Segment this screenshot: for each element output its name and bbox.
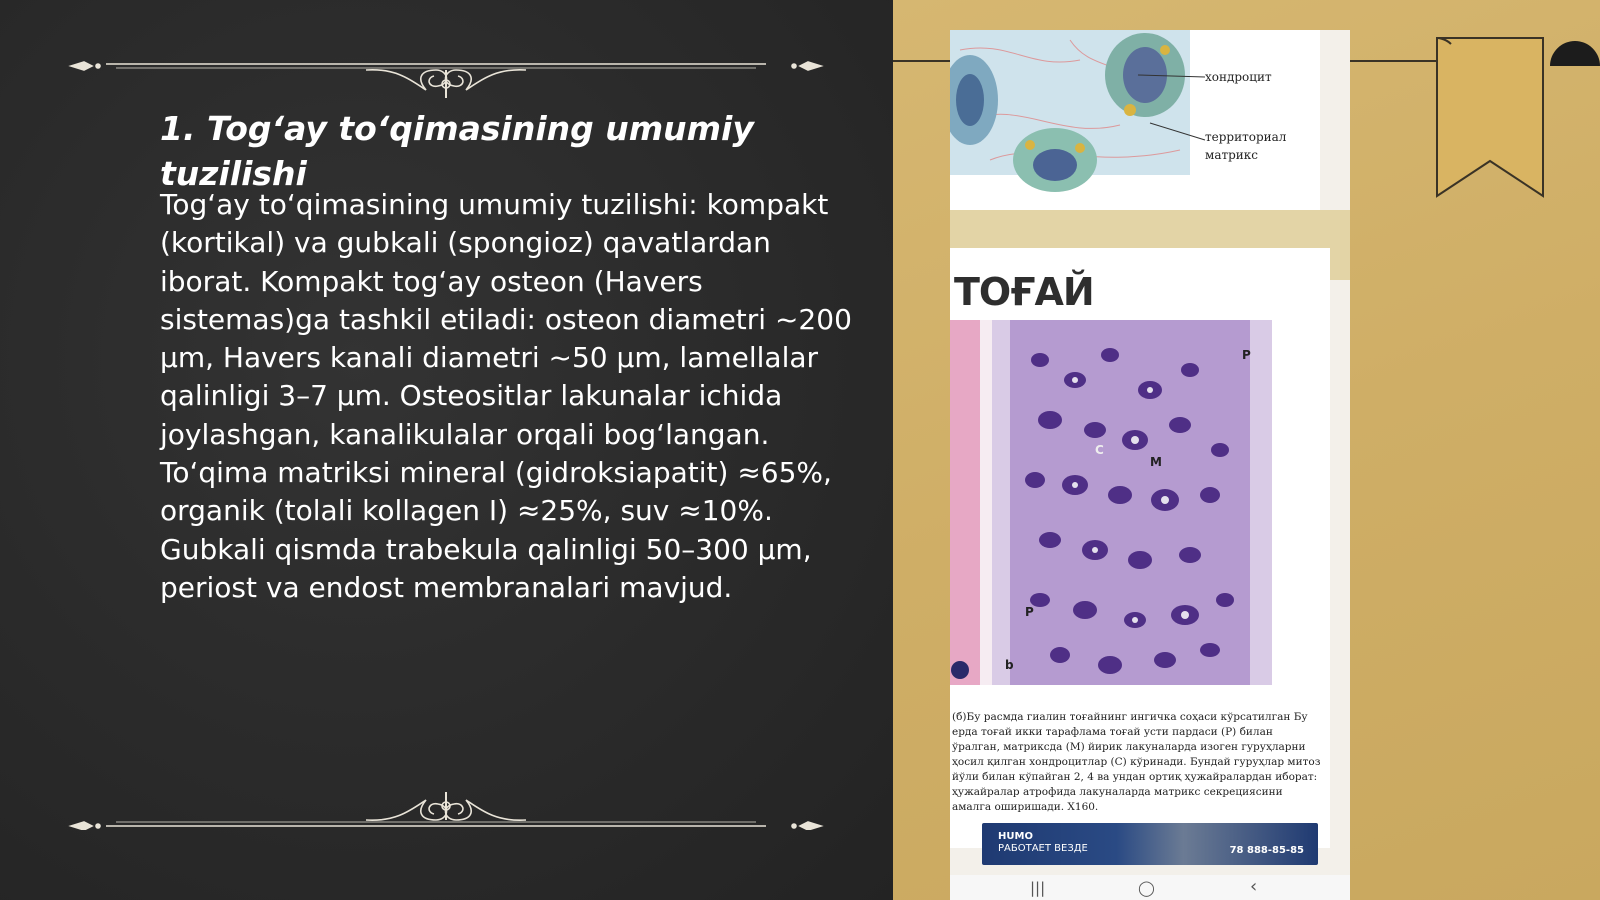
slide-body-text: Tog‘ay to‘qimasining umumiy tuzilishi: kompakt (kortikal) va gubkali (spongioz) qavatlardan iborat. Kompakt tog‘ay osteon (Havers sistemas)ga tashkil etiladi: osteon diametri ~200 µm, Havers kanali diametri ~50 µm, lamellalar qalinligi 3–7 µm. Osteositlar lakunalar ichida joylashgan, kanalikulalar orqali bog‘langan. To‘qima matriksi mineral (gidroksiapatit) ≈65%, organik (tolali kollagen I) ≈25%, suv ≈10%. Gubkali qismda trabekula qalinligi 50–300 µm, periost va endost membranalari mavjud.	[160, 188, 852, 604]
marker-matrix: M	[1150, 455, 1162, 469]
corner-tab-icon	[1545, 36, 1600, 66]
bottom-ornamental-flourish-icon	[66, 770, 826, 830]
ad-slogan: РАБОТАЕТ ВЕЗДЕ	[998, 843, 1088, 854]
back-icon: ‹	[1250, 876, 1258, 897]
slide-title: 1. Tog‘ay to‘qimasining umumiy tuzilishi	[160, 109, 754, 193]
home-icon: ◯	[1138, 879, 1155, 897]
label-chondrocyte: хондроцит	[1205, 70, 1272, 84]
micrograph-caption: (б)Бу расмда гиалин тоғайнинг ингичка соҳаси кўрсатилган Бу ерда тоғай икки тарафлама тоғай усти пардаси (P) билан ўралган, матриксда (M) йирик лакуналарда изоген гуруҳларни ҳосил қилган хондроцитлар (C) кўринади. Бундай гуруҳлар митоз йўли билан кўпайган 2, 4 ва ундан ортиқ ҳужайралардан иборат: ҳужайралар атрофида лакуналарда матрикс секрециясини амалга оширишади. X160.	[952, 711, 1321, 813]
marker-perichondrium-bottom: P	[1025, 605, 1034, 619]
decorative-line-right	[1350, 60, 1440, 62]
marker-chondrocyte: C	[1095, 443, 1104, 457]
chondrocyte-illustration	[950, 30, 1320, 210]
hyaline-cartilage-micrograph	[950, 320, 1272, 685]
marker-perichondrium-top: P	[1242, 348, 1251, 362]
top-ornamental-flourish-icon	[66, 40, 826, 100]
humo-ad-banner	[982, 823, 1318, 865]
chondrocyte-image	[950, 30, 1320, 210]
histology-screenshot	[950, 30, 1350, 900]
android-nav-bar	[950, 875, 1350, 900]
book-page-heading: ТОҒАЙ	[954, 270, 1094, 314]
bookmark-ribbon-icon	[1435, 36, 1545, 201]
label-territorial-matrix: территориал матрикс	[1205, 130, 1287, 162]
marker-b: b	[1005, 658, 1014, 672]
ad-phone: 78 888-85-85	[1229, 845, 1304, 856]
ad-brand: HUMO	[998, 831, 1033, 842]
recents-icon: |||	[1030, 879, 1046, 897]
